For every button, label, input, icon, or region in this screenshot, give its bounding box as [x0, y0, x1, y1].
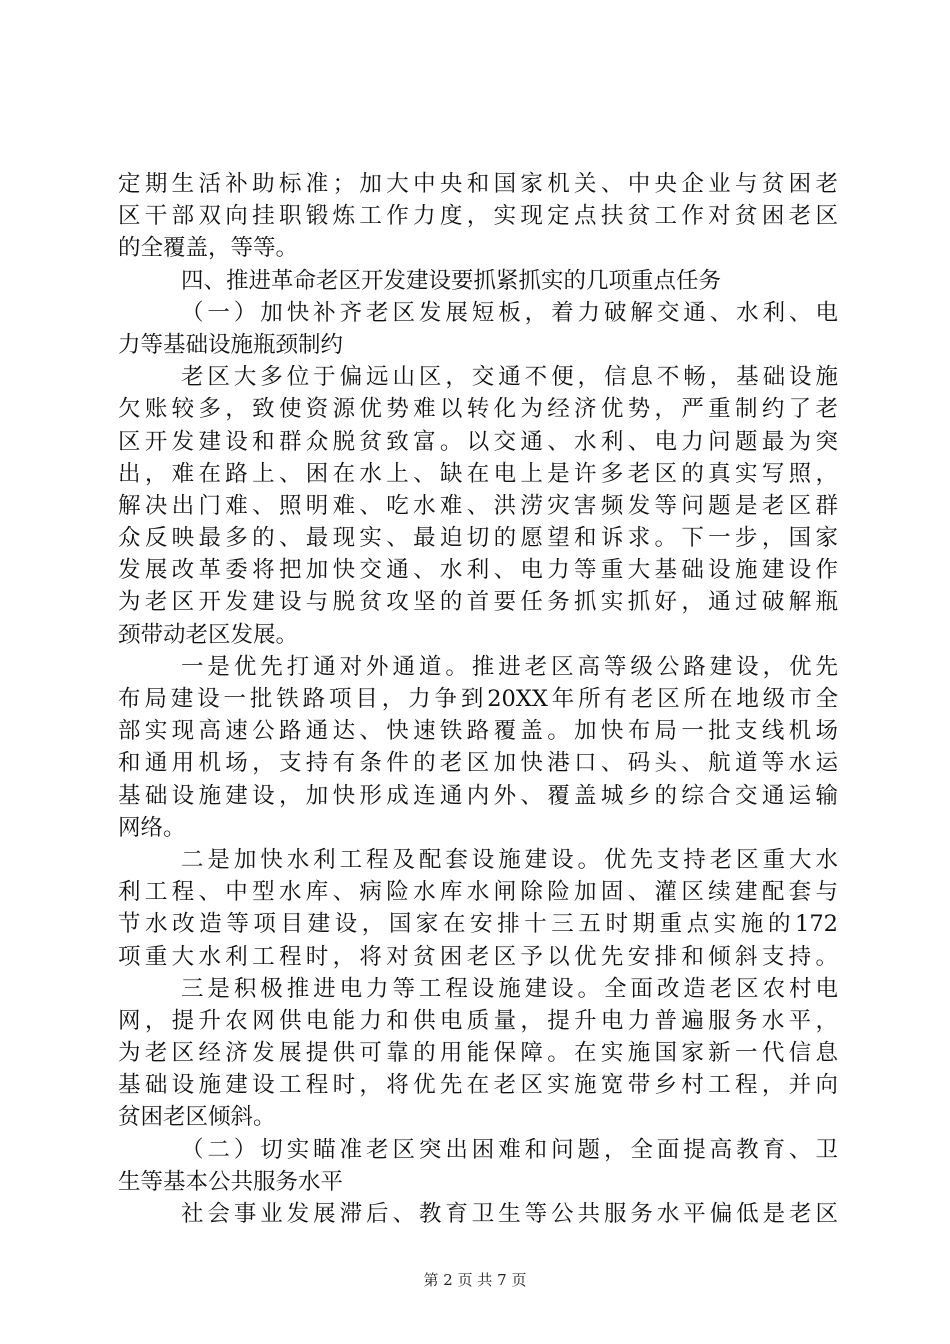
- text-line: （二）切实瞄准老区突出困难和问题，全面提高教育、卫: [181, 1136, 838, 1163]
- text-line: 出，难在路上、困在水上、缺在电上是许多老区的真实写照，: [118, 460, 838, 487]
- text-line: （一）加快补齐老区发展短板，着力破解交通、水利、电: [181, 299, 838, 326]
- text-line: 四、推进革命老区开发建设要抓紧抓实的几项重点任务: [181, 267, 722, 294]
- text-line: 欠账较多，致使资源优势难以转化为经济优势，严重制约了老: [118, 396, 838, 423]
- text-line: 二是加快水利工程及配套设施建设。优先支持老区重大水: [181, 846, 838, 873]
- text-line: 发展改革委将把加快交通、水利、电力等重大基础设施建设作: [118, 557, 838, 584]
- text-line: 节水改造等项目建设，国家在安排十三五时期重点实施的172: [118, 911, 838, 938]
- text-line: 利工程、中型水库、病险水库水闸除险加固、灌区续建配套与: [118, 879, 838, 906]
- text-line: 为老区经济发展提供可靠的用能保障。在实施国家新一代信息: [118, 1040, 838, 1067]
- text-line: 网络。: [118, 814, 186, 841]
- text-line: 网，提升农网供电能力和供电质量，提升电力普遍服务水平，: [118, 1007, 838, 1034]
- text-line: 的全覆盖，等等。: [118, 235, 299, 262]
- text-line: 布局建设一批铁路项目，力争到20XX年所有老区所在地级市全: [118, 686, 838, 712]
- text-line: 老区大多位于偏远山区，交通不便，信息不畅，基础设施: [181, 364, 838, 391]
- text-line: 基础设施建设工程时，将优先在老区实施宽带乡村工程，并向: [118, 1072, 838, 1099]
- document-body: [118, 168, 838, 1230]
- page-footer: 第 2 页 共 7 页: [423, 1271, 527, 1289]
- text-line: 解决出门难、照明难、吃水难、洪涝灾害频发等问题是老区群: [118, 492, 838, 519]
- text-line: 项重大水利工程时，将对贫困老区予以优先安排和倾斜支持。: [118, 943, 838, 970]
- text-line: 一是优先打通对外通道。推进老区高等级公路建设，优先: [181, 653, 838, 680]
- text-line: 区开发建设和群众脱贫致富。以交通、水利、电力问题最为突: [118, 428, 838, 455]
- text-line: 为老区开发建设与脱贫攻坚的首要任务抓实抓好，通过破解瓶: [118, 589, 838, 616]
- text-line: 基础设施建设，加快形成连通内外、覆盖城乡的综合交通运输: [118, 782, 838, 809]
- text-line: 颈带动老区发展。: [118, 621, 299, 648]
- text-line: 社会事业发展滞后、教育卫生等公共服务水平偏低是老区: [181, 1201, 838, 1227]
- text-line: 和通用机场，支持有条件的老区加快港口、码头、航道等水运: [118, 750, 838, 777]
- text-line: 众反映最多的、最现实、最迫切的愿望和诉求。下一步，国家: [118, 525, 838, 552]
- text-line: 部实现高速公路通达、快速铁路覆盖。加快布局一批支线机场: [118, 718, 838, 745]
- text-line: 生等基本公共服务水平: [118, 1168, 344, 1195]
- text-line: 力等基础设施瓶颈制约: [118, 331, 344, 358]
- text-line: 三是积极推进电力等工程设施建设。全面改造老区农村电: [181, 975, 838, 1002]
- text-line: 区干部双向挂职锻炼工作力度，实现定点扶贫工作对贫困老区: [118, 203, 838, 230]
- text-line: 贫困老区倾斜。: [118, 1104, 276, 1131]
- text-line: 定期生活补助标准；加大中央和国家机关、中央企业与贫困老: [118, 171, 838, 197]
